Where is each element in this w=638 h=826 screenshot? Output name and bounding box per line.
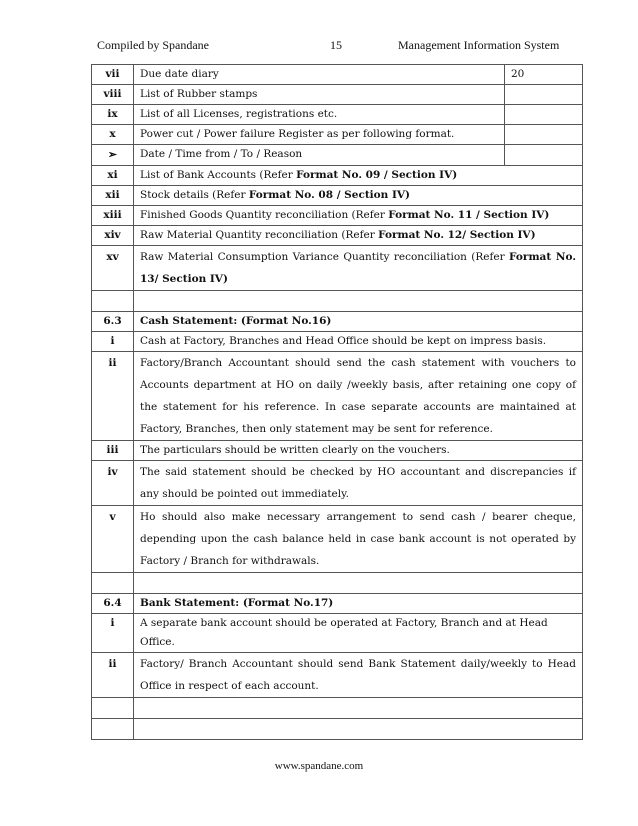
footer-url: www.spandane.com — [274, 760, 364, 772]
row-number: ii — [92, 653, 134, 698]
row-number: iv — [92, 461, 134, 506]
row-text: Factory/Branch Accountant should send the cash statement with vouchers to Accounts department at HO on daily /weekly basis, after retaining one copy of the statement for his reference. In case separate accounts are maintained at Factory, Branches, then only statement may be sent for reference. — [134, 352, 583, 441]
header-left: Compiled by Spandane — [97, 38, 209, 52]
empty-cell — [134, 291, 583, 312]
row-number: iii — [92, 441, 134, 461]
row-number: xiii — [92, 206, 134, 226]
format-reference: Format No. 13/ Section IV) — [140, 251, 576, 285]
table-row-empty — [92, 698, 583, 719]
row-text: Due date diary — [134, 65, 505, 85]
row-extra — [505, 145, 583, 166]
section-number: 6.3 — [92, 312, 134, 332]
section-heading-row — [92, 594, 583, 614]
row-text-plain: Raw Material Quantity reconciliation (Refer — [140, 229, 379, 241]
table-row — [92, 206, 583, 226]
section-title: Bank Statement: (Format No.17) — [134, 594, 583, 614]
row-extra — [505, 105, 583, 125]
row-text: The said statement should be checked by HO accountant and discrepancies if any should be pointed out immediately. — [134, 461, 583, 506]
row-text — [134, 206, 583, 226]
table-row — [92, 85, 583, 105]
table-row — [92, 332, 583, 352]
table-row — [92, 246, 583, 291]
row-text: Factory/ Branch Accountant should send Bank Statement daily/weekly to Head Office in respect of each account. — [134, 653, 583, 698]
row-extra: 20 — [505, 65, 583, 85]
row-text-plain: List of Bank Accounts (Refer — [140, 169, 297, 181]
row-text: Date / Time from / To / Reason — [134, 145, 505, 166]
document-table — [91, 64, 583, 740]
row-text — [134, 226, 583, 246]
row-text — [134, 186, 583, 206]
empty-cell — [134, 698, 583, 719]
empty-cell — [92, 291, 134, 312]
format-reference: Format No. 09 / Section IV) — [296, 169, 458, 181]
row-number: ii — [92, 352, 134, 441]
table-row-empty — [92, 291, 583, 312]
row-text: List of Rubber stamps — [134, 85, 505, 105]
arrow-bullet-icon: ➢ — [107, 148, 118, 161]
row-number: viii — [92, 85, 134, 105]
row-extra — [505, 125, 583, 145]
table-row-empty — [92, 573, 583, 594]
row-text: Cash at Factory, Branches and Head Office should be kept on impress basis. — [134, 332, 583, 352]
row-text — [134, 166, 583, 186]
page-number: 15 — [330, 38, 342, 52]
table-row — [92, 125, 583, 145]
table-row — [92, 166, 583, 186]
bullet-cell — [92, 145, 134, 166]
format-reference: Format No. 11 / Section IV) — [388, 209, 550, 221]
row-text-plain: Raw Material Consumption Variance Quantity reconciliation (Refer — [140, 251, 510, 263]
row-text: Power cut / Power failure Register as per following format. — [134, 125, 505, 145]
table-row — [92, 105, 583, 125]
row-number: xiv — [92, 226, 134, 246]
table-row-empty — [92, 719, 583, 740]
table-row — [92, 226, 583, 246]
format-reference: Format No. 12/ Section IV) — [378, 229, 536, 241]
section-number: 6.4 — [92, 594, 134, 614]
row-number: xii — [92, 186, 134, 206]
table-row — [92, 352, 583, 441]
table-row — [92, 145, 583, 166]
table-row — [92, 461, 583, 506]
empty-cell — [134, 719, 583, 740]
row-extra — [505, 85, 583, 105]
empty-cell — [134, 573, 583, 594]
format-reference: Format No. 08 / Section IV) — [248, 189, 410, 201]
row-number: xv — [92, 246, 134, 291]
table-row — [92, 65, 583, 85]
row-number: xi — [92, 166, 134, 186]
section-title: Cash Statement: (Format No.16) — [134, 312, 583, 332]
row-text: Ho should also make necessary arrangement to send cash / bearer cheque, depending upon the cash balance held in case bank account is not operated by Factory / Branch for withdrawals. — [134, 506, 583, 573]
table-row — [92, 614, 583, 653]
section-heading-row — [92, 312, 583, 332]
row-text-plain: Stock details (Refer — [140, 189, 249, 201]
row-text: List of all Licenses, registrations etc. — [134, 105, 505, 125]
table-row — [92, 441, 583, 461]
row-text — [134, 246, 583, 291]
row-text-plain: Finished Goods Quantity reconciliation (Refer — [140, 209, 389, 221]
row-text: The particulars should be written clearly on the vouchers. — [134, 441, 583, 461]
empty-cell — [92, 719, 134, 740]
table-row — [92, 506, 583, 573]
table-row — [92, 186, 583, 206]
row-number: i — [92, 614, 134, 653]
row-number: vii — [92, 65, 134, 85]
empty-cell — [92, 573, 134, 594]
row-number: v — [92, 506, 134, 573]
row-number: x — [92, 125, 134, 145]
table-row — [92, 653, 583, 698]
row-text: A separate bank account should be operated at Factory, Branch and at Head Office. — [134, 614, 583, 653]
header-right: Management Information System — [398, 38, 560, 52]
row-number: i — [92, 332, 134, 352]
row-number: ix — [92, 105, 134, 125]
empty-cell — [92, 698, 134, 719]
